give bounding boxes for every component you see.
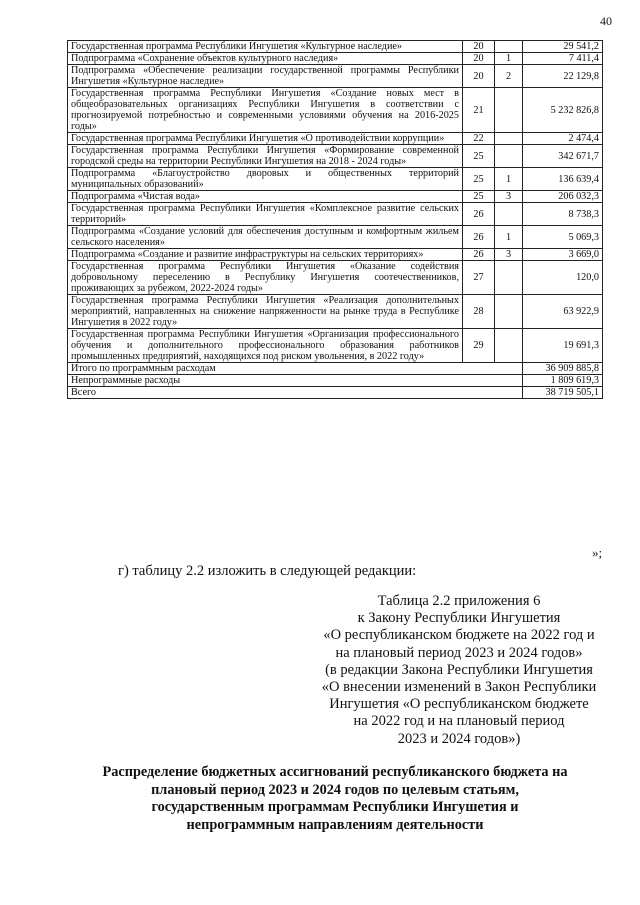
total-row [68,363,603,375]
table-row [68,249,603,261]
total-label: Итого по программным расходам [68,363,523,375]
row-amount: 29 541,2 [523,41,603,53]
row-program-code: 20 [463,65,495,88]
appendix-line: «О внесении изменений в Закон Республики [321,679,597,696]
row-amount: 22 129,8 [523,65,603,88]
total-amount: 38 719 505,1 [523,387,603,399]
row-name: Государственная программа Республики Ингушетия «О противодействии коррупции» [68,133,463,145]
total-row [68,387,603,399]
row-amount: 19 691,3 [523,329,603,363]
closing-quote: »; [592,545,603,560]
title-line: Распределение бюджетных ассигнований республиканского бюджета на [102,764,568,780]
row-program-code: 26 [463,203,495,226]
row-name: Государственная программа Республики Ингушетия «Реализация дополнительных мероприятий, направленных на снижение напряженности на рынке труда в Республике Ингушетия в 2022 году» [68,295,463,329]
row-program-code: 20 [463,41,495,53]
row-amount: 3 669,0 [523,249,603,261]
row-name: Государственная программа Республики Ингушетия «Организация профессионального обучения и дополнительного профессионального образования работников промышленных предприятий, находящихся под риском увольнения, в 2022 году» [68,329,463,363]
appendix-line: на 2022 год и на плановый период [353,713,565,730]
appendix-line: «О республиканском бюджете на 2022 год и [323,627,595,644]
row-subprogram-code: 1 [495,168,523,191]
row-subprogram-code [495,41,523,53]
row-program-code: 26 [463,226,495,249]
row-name: Государственная программа Республики Ингушетия «Создание новых мест в общеобразовательных организациях Республики Ингушетия в соответствии с прогнозируемой потребностью и современными условиями обучения на 2016-2025 годы» [68,88,463,133]
row-amount: 8 738,3 [523,203,603,226]
row-program-code: 29 [463,329,495,363]
row-subprogram-code: 1 [495,226,523,249]
row-amount: 206 032,3 [523,191,603,203]
appendix-line: 2023 и 2024 годов») [397,730,521,747]
row-amount: 136 639,4 [523,168,603,191]
table-row [68,133,603,145]
row-name: Подпрограмма «Сохранение объектов культурного наследия» [68,53,463,65]
table-row [68,203,603,226]
row-subprogram-code [495,261,523,295]
document-title [70,764,600,834]
table-row [68,65,603,88]
total-amount: 1 809 619,3 [523,375,603,387]
amendment-instruction: г) таблицу 2.2 изложить в следующей редакции: [118,563,417,579]
row-program-code: 27 [463,261,495,295]
table-row [68,41,603,53]
title-line: государственным программам Республики Ингушетия и [151,799,519,815]
row-amount: 120,0 [523,261,603,295]
title-line: непрограммным направлениям деятельности [186,816,484,833]
row-program-code: 28 [463,295,495,329]
budget-table-body [68,41,603,399]
row-amount: 63 922,9 [523,295,603,329]
table-row [68,145,603,168]
table-row [68,168,603,191]
row-name: Государственная программа Республики Ингушетия «Комплексное развитие сельских территорий» [68,203,463,226]
row-amount: 2 474,4 [523,133,603,145]
appendix-heading [300,593,618,748]
row-subprogram-code: 3 [495,191,523,203]
row-name: Подпрограмма «Обеспечение реализации государственной программы Республики Ингушетия «Культурное наследие» [68,65,463,88]
row-amount: 5 069,3 [523,226,603,249]
title-line: плановый период 2023 и 2024 годов по целевым статьям, [151,781,519,798]
row-subprogram-code [495,329,523,363]
row-program-code: 21 [463,88,495,133]
appendix-line: на плановый период 2023 и 2024 годов» [335,644,583,661]
row-program-code: 25 [463,191,495,203]
row-amount: 7 411,4 [523,53,603,65]
row-name: Подпрограмма «Чистая вода» [68,191,463,203]
row-program-code: 20 [463,53,495,65]
table-row [68,226,603,249]
row-subprogram-code [495,88,523,133]
row-subprogram-code: 2 [495,65,523,88]
page-number: 40 [600,14,612,28]
appendix-line: Ингушетия «О республиканском бюджете [329,696,589,713]
appendix-line: Таблица 2.2 приложения 6 [377,593,541,609]
total-amount: 36 909 885,8 [523,363,603,375]
row-name: Государственная программа Республики Ингушетия «Культурное наследие» [68,41,463,53]
row-amount: 342 671,7 [523,145,603,168]
row-name: Государственная программа Республики Ингушетия «Оказание содействия добровольному переселению в Республику Ингушетия соотечественников, проживающих за рубежом, 2022-2024 годы» [68,261,463,295]
total-row [68,375,603,387]
row-program-code: 22 [463,133,495,145]
row-name: Подпрограмма «Создание условий для обеспечения доступным и комфортным жильем сельского населения» [68,226,463,249]
table-row [68,329,603,363]
table-row [68,261,603,295]
row-subprogram-code [495,295,523,329]
total-label: Непрограммные расходы [68,375,523,387]
row-name: Подпрограмма «Благоустройство дворовых и общественных территорий муниципальных образований» [68,168,463,191]
row-subprogram-code [495,203,523,226]
appendix-line: (в редакции Закона Республики Ингушетия [325,661,593,678]
row-subprogram-code [495,145,523,168]
row-subprogram-code: 1 [495,53,523,65]
table-row [68,295,603,329]
table-row [68,191,603,203]
row-subprogram-code: 3 [495,249,523,261]
row-amount: 5 232 826,8 [523,88,603,133]
table-row [68,88,603,133]
appendix-line: к Закону Республики Ингушетия [357,610,561,627]
budget-table [67,40,603,399]
table-row [68,53,603,65]
row-program-code: 25 [463,145,495,168]
row-program-code: 25 [463,168,495,191]
row-subprogram-code [495,133,523,145]
row-program-code: 26 [463,249,495,261]
total-label: Всего [68,387,523,399]
row-name: Подпрограмма «Создание и развитие инфраструктуры на сельских территориях» [68,249,463,261]
row-name: Государственная программа Республики Ингушетия «Формирование современной городской среды на территории Республики Ингушетия на 2018 - 2024 годы» [68,145,463,168]
